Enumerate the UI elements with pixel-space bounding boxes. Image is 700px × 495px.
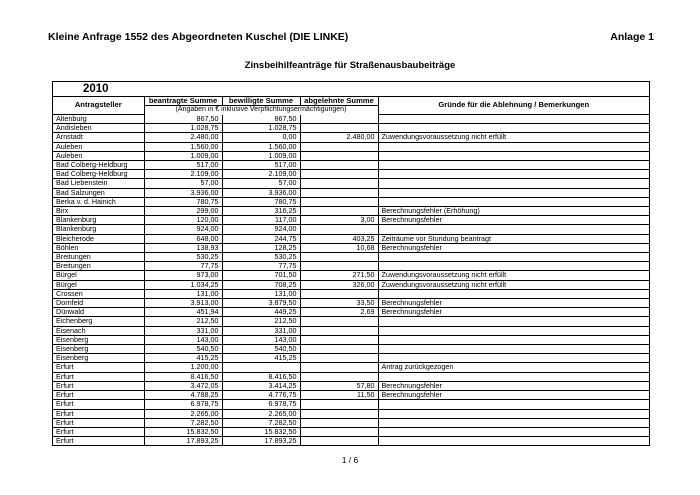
cell-antragsteller: Auleben (53, 142, 144, 151)
cell-beantragt: 648,00 (144, 234, 222, 243)
table-row (53, 400, 649, 409)
cell-grund (378, 317, 649, 326)
cell-bewilligt: 143,00 (222, 335, 300, 344)
cell-antragsteller: Erfurt (53, 418, 144, 427)
cell-grund (378, 179, 649, 188)
cell-beantragt: 1.009,00 (144, 151, 222, 160)
table-body (53, 115, 649, 446)
table-row (53, 115, 649, 124)
cell-abgelehnt: 2.480,00 (300, 133, 378, 142)
table-row (53, 253, 649, 262)
table-row (53, 391, 649, 400)
cell-beantragt: 415,25 (144, 354, 222, 363)
cell-grund (378, 197, 649, 206)
cell-beantragt: 540,50 (144, 345, 222, 354)
cell-abgelehnt (300, 409, 378, 418)
table-row (53, 262, 649, 271)
cell-beantragt: 530,25 (144, 253, 222, 262)
column-header-bewilligt: bewilligte Summe (222, 97, 300, 106)
cell-antragsteller: Eisenberg (53, 354, 144, 363)
table-row (53, 335, 649, 344)
table-row (53, 179, 649, 188)
table-row (53, 345, 649, 354)
table-row (53, 188, 649, 197)
table-frame (52, 81, 650, 446)
cell-antragsteller: Berka v. d. Hainich (53, 197, 144, 206)
cell-beantragt: 212,50 (144, 317, 222, 326)
cell-beantragt: 451,94 (144, 308, 222, 317)
table-row (53, 197, 649, 206)
cell-antragsteller: Birx (53, 207, 144, 216)
table-row (53, 317, 649, 326)
cell-bewilligt: 449,25 (222, 308, 300, 317)
table-row (53, 381, 649, 390)
cell-antragsteller: Eisenberg (53, 335, 144, 344)
cell-abgelehnt (300, 124, 378, 133)
cell-grund: Zuwendungsvoraussetzung nicht erfüllt (378, 133, 649, 142)
cell-abgelehnt: 33,50 (300, 299, 378, 308)
cell-grund (378, 326, 649, 335)
cell-bewilligt: 2.109,00 (222, 170, 300, 179)
cell-antragsteller: Breitungen (53, 262, 144, 271)
cell-antragsteller: Bürgel (53, 271, 144, 280)
cell-grund (378, 142, 649, 151)
cell-bewilligt: 1.028,75 (222, 124, 300, 133)
cell-beantragt: 2.265,00 (144, 409, 222, 418)
cell-bewilligt: 867,50 (222, 115, 300, 124)
cell-grund (378, 253, 649, 262)
cell-bewilligt: 15.832,50 (222, 427, 300, 436)
table-row (53, 124, 649, 133)
table-row (53, 299, 649, 308)
cell-grund (378, 400, 649, 409)
cell-beantragt: 299,00 (144, 207, 222, 216)
column-subheader-units: (Angaben in € inklusive Verpflichtungsermächtigungen) (144, 106, 378, 115)
cell-bewilligt: 7.282,50 (222, 418, 300, 427)
cell-bewilligt: 57,00 (222, 179, 300, 188)
cell-abgelehnt (300, 262, 378, 271)
cell-bewilligt (222, 363, 300, 372)
cell-grund (378, 170, 649, 179)
cell-bewilligt: 244,75 (222, 234, 300, 243)
cell-antragsteller: Auleben (53, 151, 144, 160)
annex-label: Anlage 1 (610, 31, 654, 43)
cell-grund (378, 124, 649, 133)
cell-antragsteller: Bürgel (53, 280, 144, 289)
cell-grund (378, 345, 649, 354)
cell-grund: Berechnungsfehler (378, 391, 649, 400)
cell-antragsteller: Arnstadt (53, 133, 144, 142)
cell-bewilligt: 6.978,75 (222, 400, 300, 409)
cell-abgelehnt (300, 151, 378, 160)
cell-abgelehnt (300, 427, 378, 436)
cell-bewilligt: 316,25 (222, 207, 300, 216)
cell-bewilligt: 77,75 (222, 262, 300, 271)
document-header-title: Kleine Anfrage 1552 des Abgeordneten Kuschel (DIE LINKE) (48, 31, 349, 43)
table-row (53, 225, 649, 234)
cell-beantragt: 138,93 (144, 243, 222, 252)
table-row (53, 308, 649, 317)
cell-beantragt: 1.028,75 (144, 124, 222, 133)
column-header-abgelehnt: abgelehnte Summe (300, 97, 378, 106)
cell-antragsteller: Breitungen (53, 253, 144, 262)
cell-abgelehnt (300, 345, 378, 354)
cell-grund (378, 372, 649, 381)
cell-bewilligt: 0,00 (222, 133, 300, 142)
cell-antragsteller: Blankenburg (53, 225, 144, 234)
table-row (53, 243, 649, 252)
cell-abgelehnt (300, 188, 378, 197)
cell-antragsteller: Eisenach (53, 326, 144, 335)
table-row (53, 234, 649, 243)
cell-abgelehnt (300, 142, 378, 151)
cell-grund (378, 115, 649, 124)
cell-grund (378, 354, 649, 363)
table-row (53, 372, 649, 381)
cell-bewilligt: 2.265,00 (222, 409, 300, 418)
cell-antragsteller: Blankenburg (53, 216, 144, 225)
cell-grund: Berechnungsfehler (378, 299, 649, 308)
cell-beantragt: 973,00 (144, 271, 222, 280)
cell-bewilligt: 131,00 (222, 289, 300, 298)
cell-bewilligt: 3.414,25 (222, 381, 300, 390)
cell-bewilligt: 8.416,50 (222, 372, 300, 381)
table-row (53, 326, 649, 335)
cell-beantragt: 867,50 (144, 115, 222, 124)
cell-antragsteller: Dornfeld (53, 299, 144, 308)
table-row (53, 427, 649, 436)
cell-beantragt: 2.480,00 (144, 133, 222, 142)
cell-abgelehnt (300, 418, 378, 427)
cell-antragsteller: Crossen (53, 289, 144, 298)
cell-antragsteller: Bad Colberg-Heldburg (53, 170, 144, 179)
cell-abgelehnt (300, 372, 378, 381)
cell-abgelehnt (300, 335, 378, 344)
cell-abgelehnt (300, 225, 378, 234)
table-row (53, 207, 649, 216)
cell-bewilligt: 1.009,00 (222, 151, 300, 160)
cell-antragsteller: Erfurt (53, 363, 144, 372)
cell-bewilligt: 517,00 (222, 161, 300, 170)
cell-grund: Zeiträume vor Stundung beantragt (378, 234, 649, 243)
table-row (53, 216, 649, 225)
cell-beantragt: 3.472,05 (144, 381, 222, 390)
cell-abgelehnt: 11,50 (300, 391, 378, 400)
column-header-antragsteller: Antragsteller (53, 97, 144, 115)
cell-abgelehnt (300, 289, 378, 298)
page-title: Zinsbeihilfeanträge für Straßenausbaubeiträge (244, 60, 456, 71)
cell-bewilligt: 708,25 (222, 280, 300, 289)
cell-beantragt: 331,00 (144, 326, 222, 335)
cell-beantragt: 8.416,50 (144, 372, 222, 381)
page-number: 1 / 6 (341, 455, 359, 465)
table-row (53, 409, 649, 418)
table-row (53, 133, 649, 142)
cell-beantragt: 4.788,25 (144, 391, 222, 400)
cell-abgelehnt (300, 400, 378, 409)
cell-abgelehnt (300, 170, 378, 179)
cell-antragsteller: Erfurt (53, 400, 144, 409)
table-row (53, 418, 649, 427)
cell-grund (378, 262, 649, 271)
cell-grund: Zuwendungsvoraussetzung nicht erfüllt (378, 280, 649, 289)
table-row (53, 437, 649, 446)
cell-beantragt: 1.034,25 (144, 280, 222, 289)
cell-beantragt: 120,00 (144, 216, 222, 225)
cell-abgelehnt (300, 253, 378, 262)
table-row (53, 354, 649, 363)
cell-antragsteller: Erfurt (53, 372, 144, 381)
cell-antragsteller: Dünwald (53, 308, 144, 317)
table-row (53, 170, 649, 179)
cell-antragsteller: Bad Colberg-Heldburg (53, 161, 144, 170)
cell-bewilligt: 701,50 (222, 271, 300, 280)
cell-abgelehnt: 57,80 (300, 381, 378, 390)
cell-beantragt: 77,75 (144, 262, 222, 271)
cell-beantragt: 2.109,00 (144, 170, 222, 179)
cell-antragsteller: Erfurt (53, 381, 144, 390)
cell-beantragt: 3.936,00 (144, 188, 222, 197)
cell-grund: Berechnungsfehler (378, 216, 649, 225)
cell-grund: Berechnungsfehler (378, 243, 649, 252)
cell-abgelehnt (300, 197, 378, 206)
cell-grund: Berechnungsfehler (378, 381, 649, 390)
cell-abgelehnt: 2,69 (300, 308, 378, 317)
cell-abgelehnt (300, 161, 378, 170)
table-row (53, 151, 649, 160)
cell-grund (378, 409, 649, 418)
cell-grund (378, 151, 649, 160)
cell-bewilligt: 117,00 (222, 216, 300, 225)
cell-bewilligt: 17.893,25 (222, 437, 300, 446)
column-header-gruende: Gründe für die Ablehnung / Bemerkungen (378, 97, 649, 115)
cell-bewilligt: 331,00 (222, 326, 300, 335)
cell-beantragt: 3.913,00 (144, 299, 222, 308)
cell-antragsteller: Erfurt (53, 409, 144, 418)
cell-bewilligt: 530,25 (222, 253, 300, 262)
cell-abgelehnt: 271,50 (300, 271, 378, 280)
cell-beantragt: 143,00 (144, 335, 222, 344)
cell-abgelehnt (300, 354, 378, 363)
cell-antragsteller: Eisenberg (53, 345, 144, 354)
cell-abgelehnt: 10,68 (300, 243, 378, 252)
cell-grund (378, 225, 649, 234)
cell-abgelehnt: 326,00 (300, 280, 378, 289)
cell-antragsteller: Erfurt (53, 391, 144, 400)
cell-antragsteller: Andisleben (53, 124, 144, 133)
cell-antragsteller: Altenburg (53, 115, 144, 124)
cell-antragsteller: Erfurt (53, 427, 144, 436)
cell-beantragt: 1.200,00 (144, 363, 222, 372)
table-row (53, 289, 649, 298)
table-row (53, 161, 649, 170)
cell-grund: Zuwendungsvoraussetzung nicht erfüllt (378, 271, 649, 280)
cell-beantragt: 517,00 (144, 161, 222, 170)
cell-antragsteller: Böhlen (53, 243, 144, 252)
table-row (53, 271, 649, 280)
applications-table (53, 97, 649, 445)
cell-grund (378, 188, 649, 197)
cell-grund (378, 161, 649, 170)
cell-beantragt: 15.832,50 (144, 427, 222, 436)
cell-grund: Berechnungsfehler (378, 308, 649, 317)
cell-bewilligt: 1.560,00 (222, 142, 300, 151)
cell-grund (378, 289, 649, 298)
cell-grund (378, 418, 649, 427)
cell-bewilligt: 3.936,00 (222, 188, 300, 197)
cell-beantragt: 17.893,25 (144, 437, 222, 446)
cell-abgelehnt (300, 179, 378, 188)
cell-bewilligt: 540,50 (222, 345, 300, 354)
cell-abgelehnt (300, 207, 378, 216)
cell-beantragt: 6.978,75 (144, 400, 222, 409)
cell-abgelehnt: 403,25 (300, 234, 378, 243)
table-row (53, 363, 649, 372)
cell-bewilligt: 924,00 (222, 225, 300, 234)
cell-abgelehnt (300, 115, 378, 124)
column-header-beantragt: beantragte Summe (144, 97, 222, 106)
year-heading: 2010 (53, 82, 649, 97)
cell-grund: Antrag zurückgezogen (378, 363, 649, 372)
cell-bewilligt: 780,75 (222, 197, 300, 206)
cell-beantragt: 1.560,00 (144, 142, 222, 151)
cell-abgelehnt (300, 317, 378, 326)
cell-bewilligt: 212,50 (222, 317, 300, 326)
cell-antragsteller: Erfurt (53, 437, 144, 446)
cell-bewilligt: 128,25 (222, 243, 300, 252)
cell-abgelehnt (300, 363, 378, 372)
cell-grund: Berechnungsfehler (Erhöhung) (378, 207, 649, 216)
cell-abgelehnt (300, 326, 378, 335)
cell-grund (378, 335, 649, 344)
cell-antragsteller: Bad Salzungen (53, 188, 144, 197)
cell-bewilligt: 3.879,50 (222, 299, 300, 308)
cell-beantragt: 131,00 (144, 289, 222, 298)
cell-grund (378, 437, 649, 446)
cell-grund (378, 427, 649, 436)
cell-antragsteller: Bad Liebenstein (53, 179, 144, 188)
cell-beantragt: 780,75 (144, 197, 222, 206)
table-row (53, 142, 649, 151)
cell-beantragt: 7.282,50 (144, 418, 222, 427)
cell-bewilligt: 4.776,75 (222, 391, 300, 400)
table-row (53, 280, 649, 289)
cell-beantragt: 924,00 (144, 225, 222, 234)
cell-abgelehnt: 3,00 (300, 216, 378, 225)
cell-antragsteller: Eichenberg (53, 317, 144, 326)
cell-beantragt: 57,00 (144, 179, 222, 188)
cell-antragsteller: Bleicherode (53, 234, 144, 243)
cell-abgelehnt (300, 437, 378, 446)
cell-bewilligt: 415,25 (222, 354, 300, 363)
